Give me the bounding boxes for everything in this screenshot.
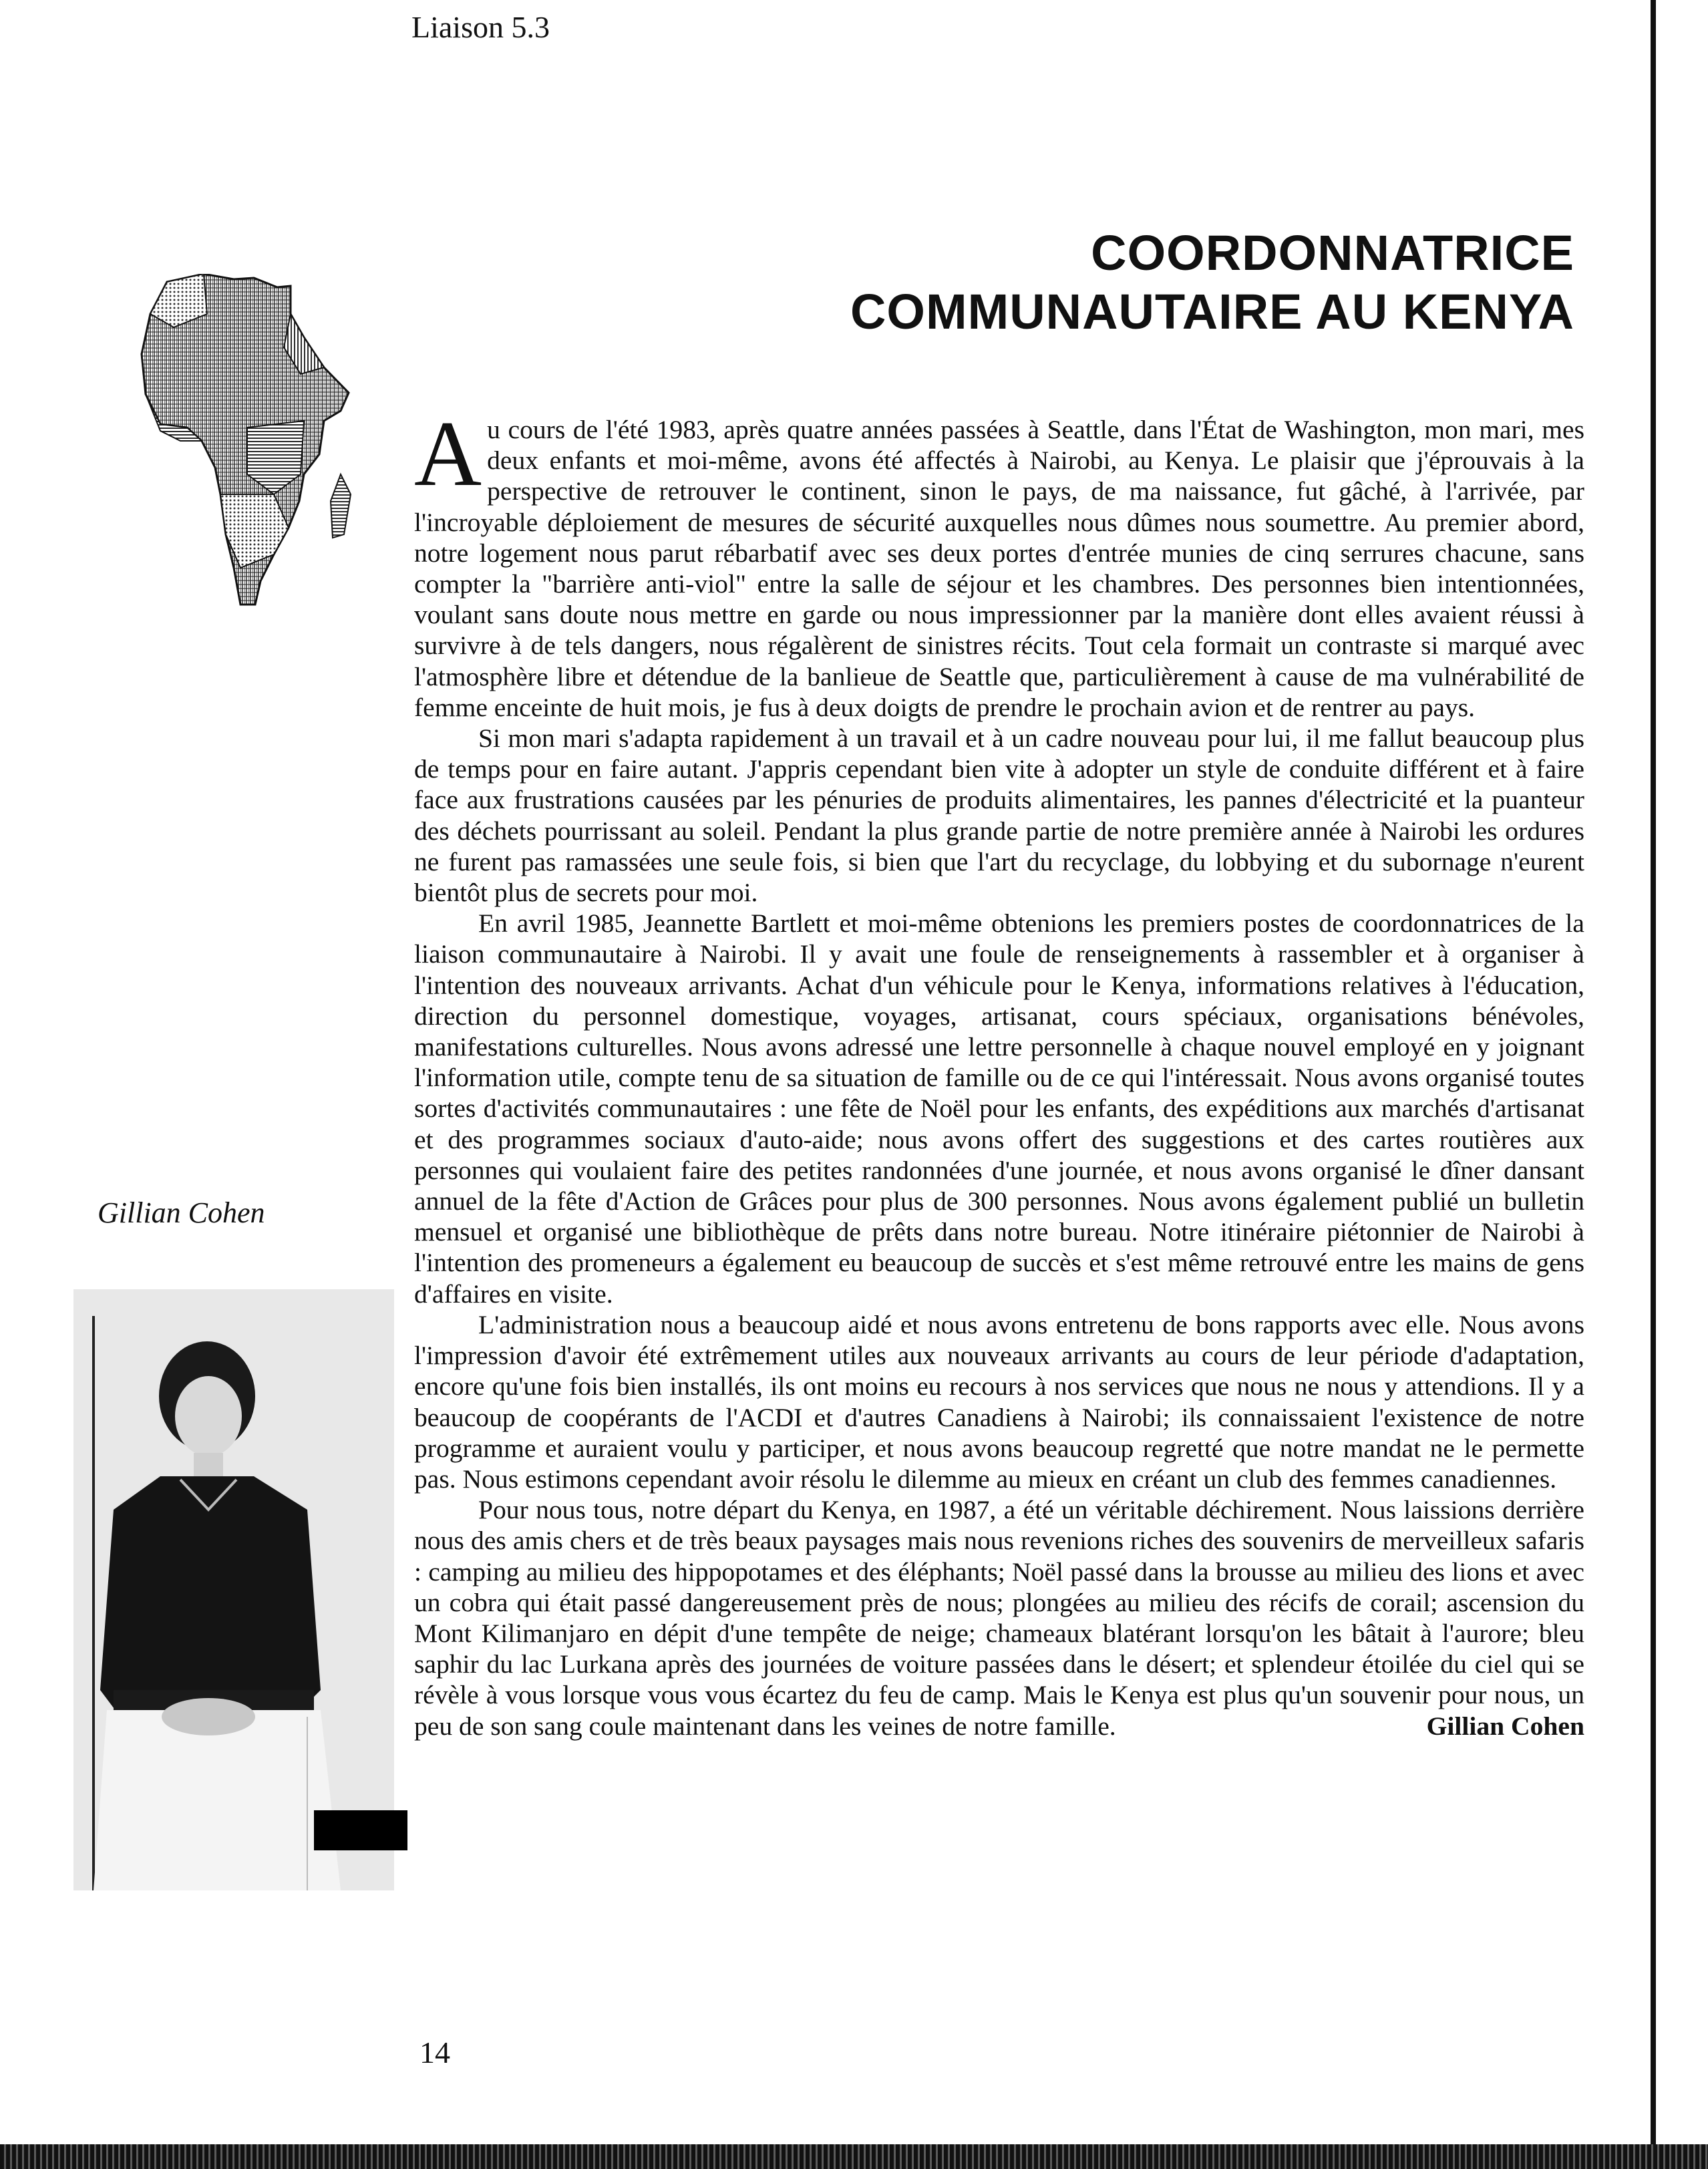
title-line-2: COMMUNAUTAIRE AU KENYA xyxy=(850,284,1574,339)
paragraph-1 xyxy=(414,402,1584,723)
africa-map-illustration xyxy=(140,274,354,608)
scan-bottom-band xyxy=(0,2144,1708,2169)
drop-cap: A xyxy=(414,402,482,506)
article-title xyxy=(506,224,1574,341)
page-number: 14 xyxy=(419,2035,450,2069)
author-caption: Gillian Cohen xyxy=(98,1196,265,1229)
paragraph-5 xyxy=(414,1494,1584,1741)
article-body xyxy=(414,402,1584,1741)
paragraph-4: L'administration nous a beaucoup aidé et nous avons entretenu de bons rapports avec elle. Nous avons l'impression d'avoir été extrêmement utiles aux nouveaux arrivants au cours de leur période d'adaptation, encore qu'une fois bien installés, ils ont moins eu recours à nos services que nous ne nous y attendions. Il y a beaucoup de coopérants de l'ACDI et d'autres Canadiens à Nairobi; ils connaissaient l'existence de notre programme et auraient voulu y participer, et nous avons beaucoup regretté que notre mandat ne le permette pas. Nous estimons cependant avoir résolu le dilemme au mieux en créant un club des femmes canadiennes. xyxy=(414,1309,1584,1494)
author-signature: Gillian Cohen xyxy=(1426,1711,1584,1741)
paragraph-1-text: u cours de l'été 1983, après quatre années passées à Seattle, dans l'État de Washington, mon mari, mes deux enfants et moi-même, avons été affectés à Nairobi, au Kenya. Le plaisir que j'éprouvais à la perspective de retrouver le continent, sinon le pays, de ma naissance, fut gâché, à l'arrivée, par l'incroyable déploiement de mesures de sécurité auxquelles nous dûmes nous soumettre. Au premier abord, notre logement nous parut rébarbatif avec ses deux portes d'entrée munies de cinq serrures chacune, sans compter la "barrière anti-viol" entre la salle de séjour et les chambres. Des personnes bien intentionnées, voulant sans doute nous mettre en garde ou nous impressionner par la manière dont elles avaient réussi à survivre à de tels dangers, nous régalèrent de sinistres récits. Tout cela formait un contraste si marqué avec l'atmosphère libre et détendue de la banlieue de Seattle que, particulièrement à cause de ma vulnérabilité de femme enceinte de huit mois, je fus à deux doigts de prendre le prochain avion et de rentrer au pays. xyxy=(414,415,1584,722)
paragraph-2: Si mon mari s'adapta rapidement à un travail et à un cadre nouveau pour lui, il me fallut beaucoup plus de temps pour en faire autant. J'appris cependant bien vite à adopter un style de conduite différent et à faire face aux frustrations causées par les pénuries de produits alimentaires, les pannes d'électricité et la puanteur des déchets pourrissant au soleil. Pendant la plus grande partie de notre première année à Nairobi les ordures ne furent pas ramassées une seule fois, si bien que l'art du recyclage, du lobbying et du subornage n'eurent bientôt plus de secrets pour moi. xyxy=(414,723,1584,908)
paragraph-5-text: Pour nous tous, notre départ du Kenya, en 1987, a été un véritable déchirement. Nous laissions derrière nous des amis chers et de très beaux paysages mais nous revenions riches des souvenirs de merveilleux safaris : camping au milieu des hippopotames et des éléphants; Noël passé dans la brousse au milieu des lions et avec un cobra qui était passé dangereusement près de nous; plongées au milieu des récifs de corail; ascension du Mont Kilimanjaro en dépit d'une tempête de neige; chameaux blatérant lorsqu'on les bâtait à l'aurore; bleu saphir du lac Lurkana après des journées de voiture passées dans le désert; et splendeur étoilée du ciel qui se révèle à vous lorsque vous vous écartez du feu de camp. Mais le Kenya est plus qu'un souvenir pour nous, un peu de son sang coule maintenant dans les veines de notre famille. xyxy=(414,1495,1584,1741)
paragraph-3: En avril 1985, Jeannette Bartlett et moi-même obtenions les premiers postes de coordonnatrices de la liaison communautaire à Nairobi. Il y avait une foule de renseignements à rassembler et à organiser à l'intention des nouveaux arrivants. Achat d'un véhicule pour le Kenya, informations relatives à l'éducation, direction du personnel domestique, voyages, artisanat, cours spéciaux, organisations bénévoles, manifestations culturelles. Nous avons adressé une lettre personnelle à chaque nouvel employé en y joignant l'information utile, compte tenu de sa situation de famille ou de ce qui l'intéressait. Nous avons organisé toutes sortes d'activités communautaires : une fête de Noël pour les enfants, des expéditions aux marchés d'artisanat et des programmes sociaux d'auto-aide; nous avons offert des suggestions et des cartes routières aux personnes qui voulaient faire des petites randonnées d'une journée, et nous avons organisé le dîner dansant annuel de la fête d'Action de Grâces pour plus de 300 personnes. Nous avons également publié un bulletin mensuel et organisé une bibliothèque de prêts dans notre bureau. Notre itinéraire piétonnier de Nairobi à l'intention des promeneurs a également eu beaucoup de succès et s'est même retrouvé entre les mains de gens d'affaires en visite. xyxy=(414,908,1584,1309)
title-line-1: COORDONNATRICE xyxy=(1091,225,1574,281)
scan-edge-rule xyxy=(1651,0,1656,2169)
author-photo xyxy=(53,1289,414,1890)
running-head: Liaison 5.3 xyxy=(411,10,550,44)
